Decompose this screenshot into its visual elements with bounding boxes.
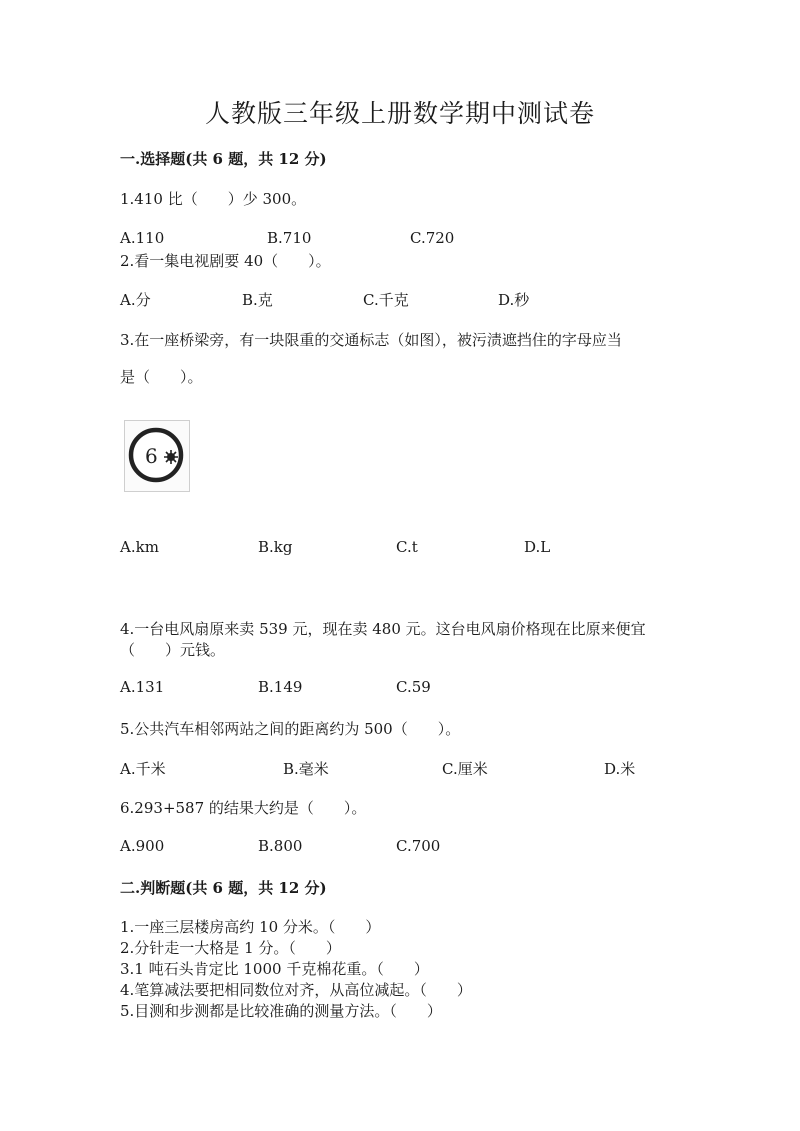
question-3-option-a: A.km (120, 538, 159, 556)
question-4-stem-line2: （ ）元钱。 (120, 641, 226, 659)
question-5-option-c: C.厘米 (442, 760, 488, 778)
question-5-option-a: A.千米 (120, 760, 166, 778)
question-5-option-d: D.米 (604, 760, 636, 778)
page-title: 人教版三年级上册数学期中测试卷 (204, 99, 595, 128)
question-2-option-d: D.秒 (498, 291, 530, 309)
question-1-option-b: B.710 (267, 229, 312, 247)
judge-item-3: 3.1 吨石头肯定比 1000 千克棉花重。（ ） (120, 960, 429, 978)
judge-item-1: 1.一座三层楼房高约 10 分米。（ ） (120, 918, 381, 936)
section-choice-heading: 一.选择题(共 6 题，共 12 分) (120, 150, 327, 168)
question-4-stem-line1: 4.一台电风扇原来卖 539 元，现在卖 480 元。这台电风扇价格现在比原来便宜 (120, 620, 646, 638)
question-3-option-d: D.L (524, 538, 551, 556)
question-6-option-c: C.700 (396, 837, 441, 855)
question-3-stem-line1: 3.在一座桥梁旁，有一块限重的交通标志（如图），被污渍遮挡住的字母应当 (120, 331, 622, 349)
question-2-option-b: B.克 (242, 291, 273, 309)
question-2-option-a: A.分 (120, 291, 151, 309)
judge-item-2: 2.分针走一大格是 1 分。（ ） (120, 939, 341, 957)
question-4-option-b: B.149 (258, 678, 303, 696)
question-2-option-c: C.千克 (363, 291, 409, 309)
sign-number: 6 (145, 444, 158, 468)
question-1-stem: 1.410 比（ ）少 300。 (120, 190, 307, 208)
question-3-option-c: C.t (396, 538, 418, 556)
question-6-stem: 6.293+587 的结果大约是（ ）。 (120, 799, 367, 817)
question-2-stem: 2.看一集电视剧要 40（ ）。 (120, 252, 331, 270)
question-5-stem: 5.公共汽车相邻两站之间的距离约为 500（ ）。 (120, 720, 461, 738)
weight-limit-sign-image (124, 420, 190, 492)
question-5-option-b: B.毫米 (283, 760, 329, 778)
question-3-stem-line2: 是（ ）。 (120, 368, 203, 386)
stain-mark (164, 450, 178, 464)
judge-item-5: 5.目测和步测都是比较准确的测量方法。（ ） (120, 1002, 442, 1020)
section-judge-heading: 二.判断题(共 6 题，共 12 分) (120, 879, 327, 897)
question-4-option-a: A.131 (120, 678, 165, 696)
question-4-option-c: C.59 (396, 678, 431, 696)
question-3-option-b: B.kg (258, 538, 293, 556)
question-6-option-b: B.800 (258, 837, 303, 855)
question-6-option-a: A.900 (120, 837, 165, 855)
question-1-option-a: A.110 (120, 229, 165, 247)
judge-item-4: 4.笔算减法要把相同数位对齐，从高位减起。（ ） (120, 981, 472, 999)
question-1-option-c: C.720 (410, 229, 455, 247)
